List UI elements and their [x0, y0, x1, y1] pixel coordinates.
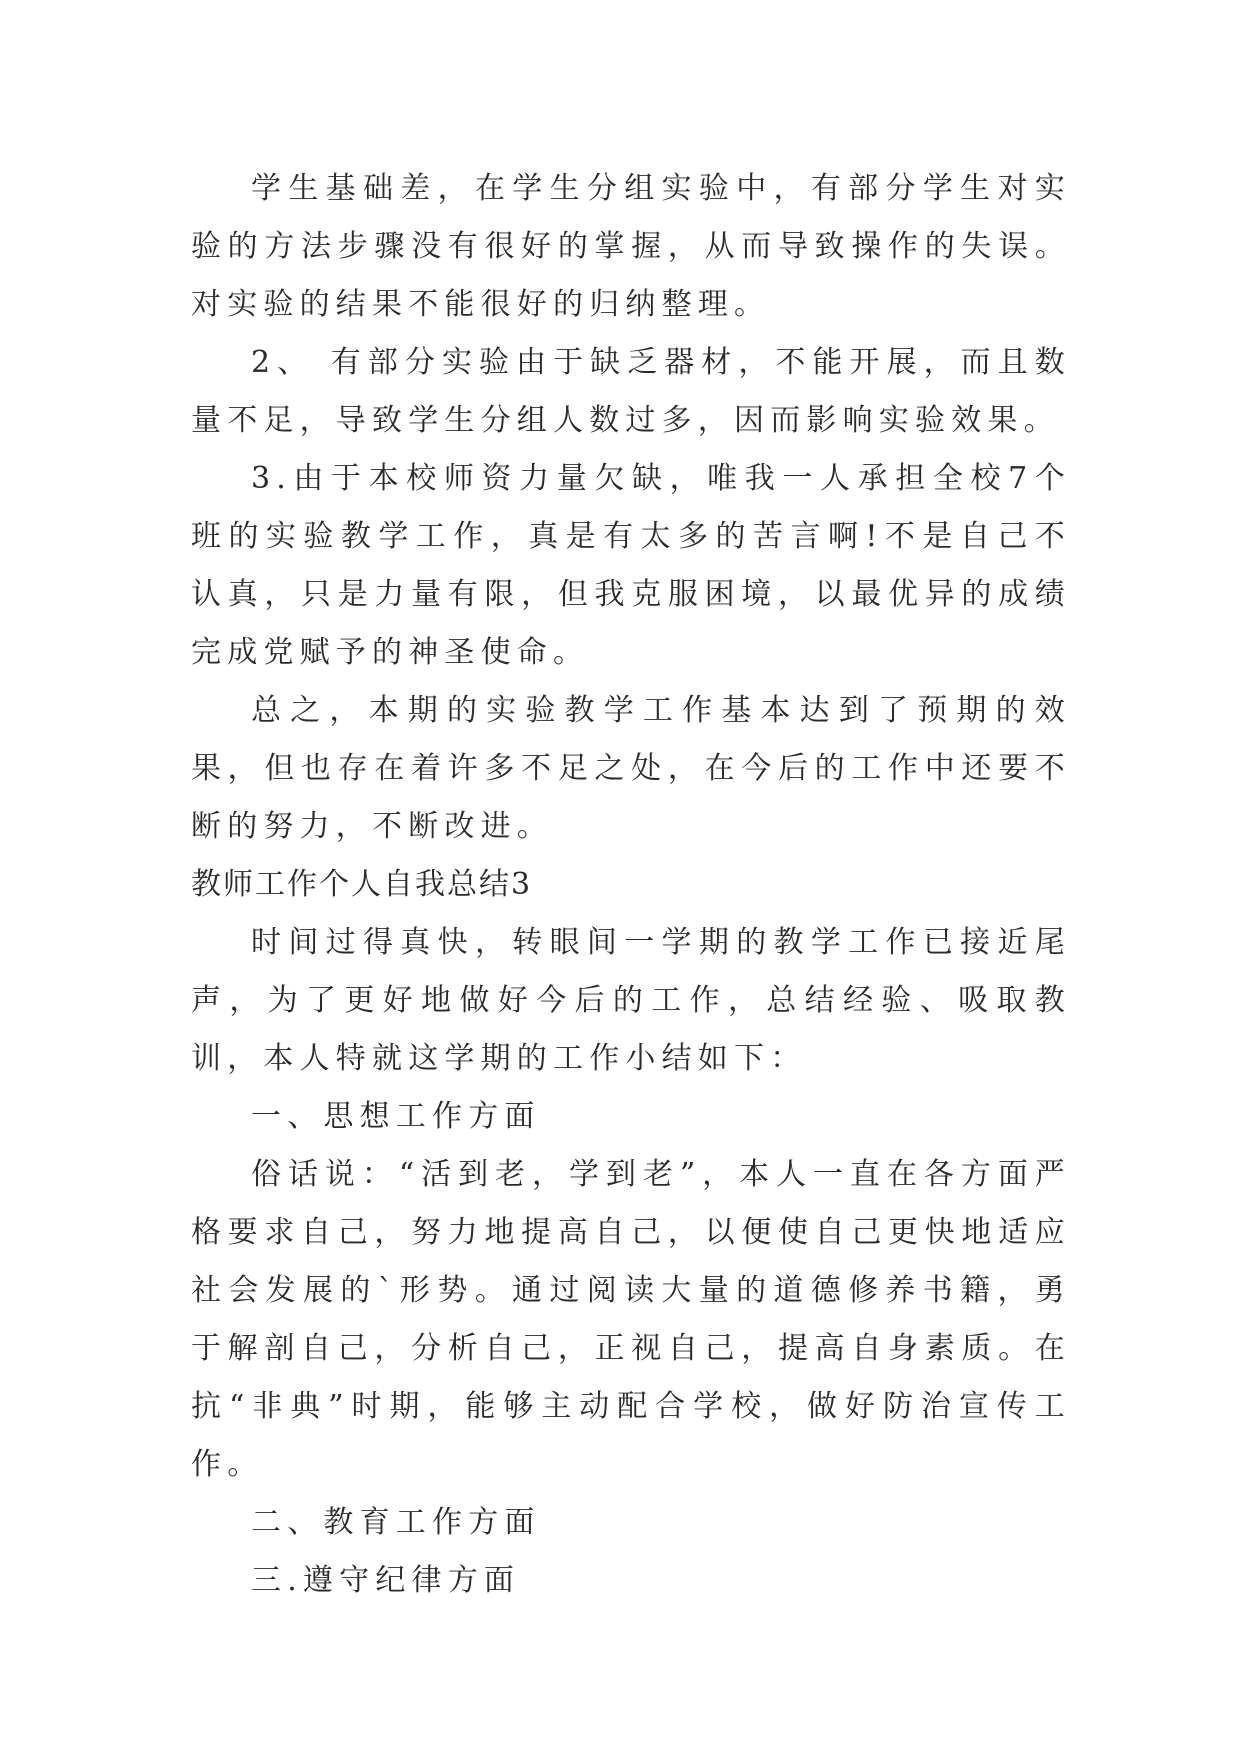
subheading-education: 二、教育工作方面 [251, 1505, 541, 1540]
subheading-ideology: 一、思想工作方面 [251, 1099, 541, 1134]
paragraph-staff-shortage: 3.由于本校师资力量欠缺，唯我一人承担全校7个班的实验教学工作，真是有太多的苦言啊!不是自己不认真，只是力量有限，但我克服困境，以最优异的成绩完成党赋予的神圣使命。 [191, 461, 1071, 670]
paragraph-conclusion: 总之，本期的实验教学工作基本达到了预期的效果，但也存在着许多不足之处，在今后的工作中还要不断的努力，不断改进。 [191, 693, 1071, 844]
paragraph-intro: 时间过得真快，转眼间一学期的教学工作已接近尾声，为了更好地做好今后的工作，总结经验、吸取教训，本人特就这学期的工作小结如下： [191, 925, 1071, 1076]
paragraph-ideology: 俗话说：“活到老，学到老”，本人一直在各方面严格要求自己，努力地提高自己，以便使自己更快地适应社会发展的`形势。通过阅读大量的道德修养书籍，勇于解剖自己，分析自己，正视自己，提高自身素质。在抗“非典”时期，能够主动配合学校，做好防治宣传工作。 [191, 1157, 1071, 1482]
paragraph-equipment-shortage: 2、 有部分实验由于缺乏器材，不能开展，而且数量不足，导致学生分组人数过多，因而影响实验效果。 [191, 345, 1071, 438]
document-body [191, 160, 1071, 1610]
section-title: 教师工作个人自我总结3 [191, 867, 533, 902]
paragraph-student-foundation: 学生基础差，在学生分组实验中，有部分学生对实验的方法步骤没有很好的掌握，从而导致操作的失误。对实验的结果不能很好的归纳整理。 [191, 171, 1071, 322]
subheading-discipline: 三.遵守纪律方面 [251, 1563, 521, 1598]
